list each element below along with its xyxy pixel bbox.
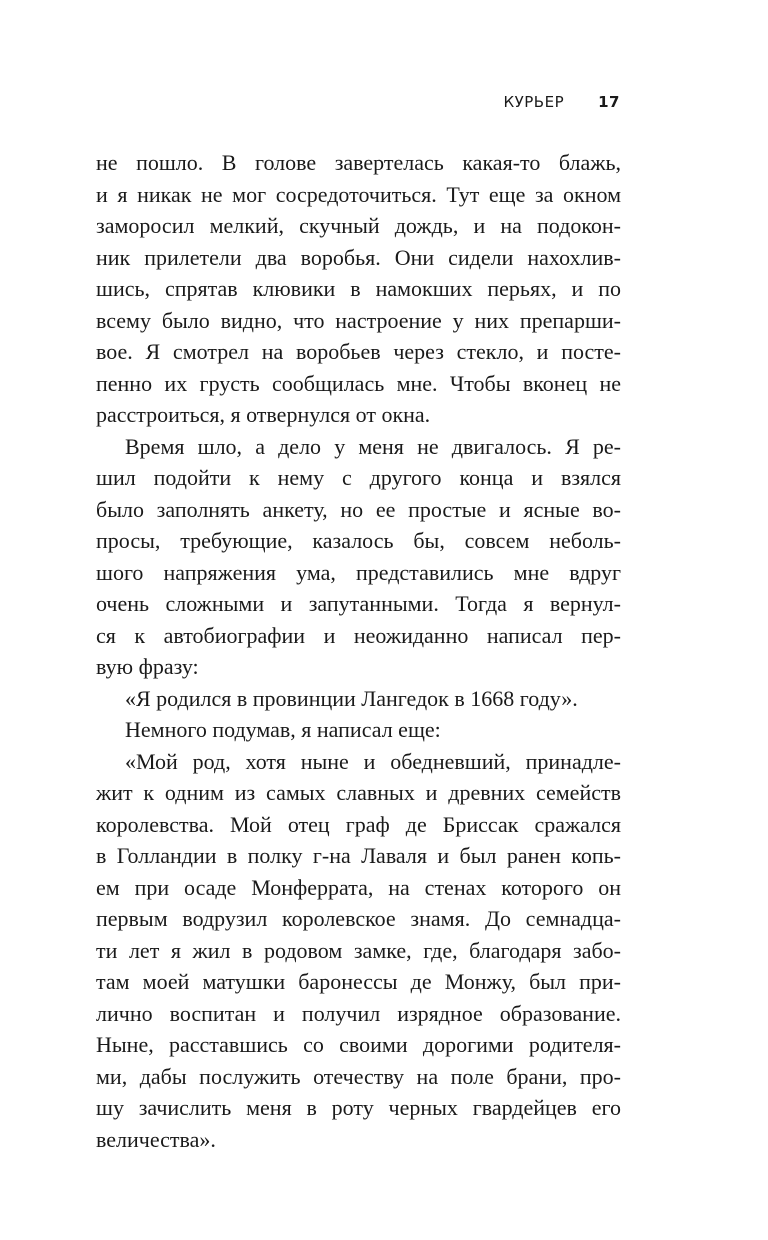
text-line: шил подойти к нему с другого конца и взялся [96, 465, 621, 490]
text-line: заморосил мелкий, скучный дождь, и на подокон- [96, 213, 621, 238]
text-line: всему было видно, что настроение у них препарши- [96, 307, 621, 333]
text-line: шу зачислить меня в роту черных гвардейцев его [96, 1095, 621, 1120]
text-line: в Голландии в полку г-на Лаваля и был ранен копь- [96, 843, 621, 868]
running-title: КУРЬЕР [503, 93, 565, 111]
text-line: величества». [96, 1126, 216, 1152]
text-line: шого напряжения ума, представились мне вдруг [96, 559, 621, 585]
text-line: не пошло. В голове завертелась какая-то блажь, [96, 150, 621, 175]
text-line: очень сложными и запутанными. Тогда я вернул- [96, 591, 621, 616]
body-text [96, 147, 621, 1155]
text-line: ти лет я жил в родовом замке, где, благодаря забо- [96, 937, 621, 963]
text-line: там моей матушки баронессы де Монжу, был при- [96, 969, 621, 994]
text-line: пенно их грусть сообщилась мне. Чтобы вконец не [96, 370, 621, 396]
text-line: шись, спрятав клювики в намокших перьях, и по [96, 276, 621, 301]
text-line: просы, требующие, казалось бы, совсем неболь- [96, 528, 621, 553]
text-line: было заполнять анкету, но ее простые и ясные во- [96, 496, 621, 522]
text-line: «Мой род, хотя ныне и обедневший, принадле- [125, 748, 621, 774]
text-line: вое. Я смотрел на воробьев через стекло, и посте- [96, 339, 621, 364]
text-line: лично воспитан и получил изрядное образование. [96, 1000, 621, 1026]
text-line: ми, дабы послужить отечеству на поле брани, про- [96, 1063, 621, 1089]
text-line: Ныне, расставшись со своими дорогими родителя- [96, 1032, 621, 1057]
text-line: Немного подумав, я написал еще: [125, 717, 441, 742]
text-line: и я никак не мог сосредоточиться. Тут еще за окном [96, 181, 621, 207]
text-line: первым водрузил королевское знамя. До семнадца- [96, 906, 621, 931]
text-line: вую фразу: [96, 654, 199, 679]
text-line: «Я родился в провинции Лангедок в 1668 году». [125, 685, 578, 711]
text-line: жит к одним из самых славных и древних семейств [96, 780, 621, 805]
text-line: расстроиться, я отвернулся от окна. [96, 402, 431, 427]
page-number: 17 [598, 93, 620, 111]
text-line: королевства. Мой отец граф де Бриссак сражался [96, 811, 621, 837]
text-line: Время шло, а дело у меня не двигалось. Я ре- [125, 433, 621, 459]
text-line: ник прилетели два воробья. Они сидели нахохлив- [96, 244, 621, 270]
text-line: ем при осаде Монферрата, на стенах которого он [96, 874, 621, 900]
text-line: ся к автобиографии и неожиданно написал пер- [96, 622, 621, 648]
running-header [503, 93, 620, 111]
